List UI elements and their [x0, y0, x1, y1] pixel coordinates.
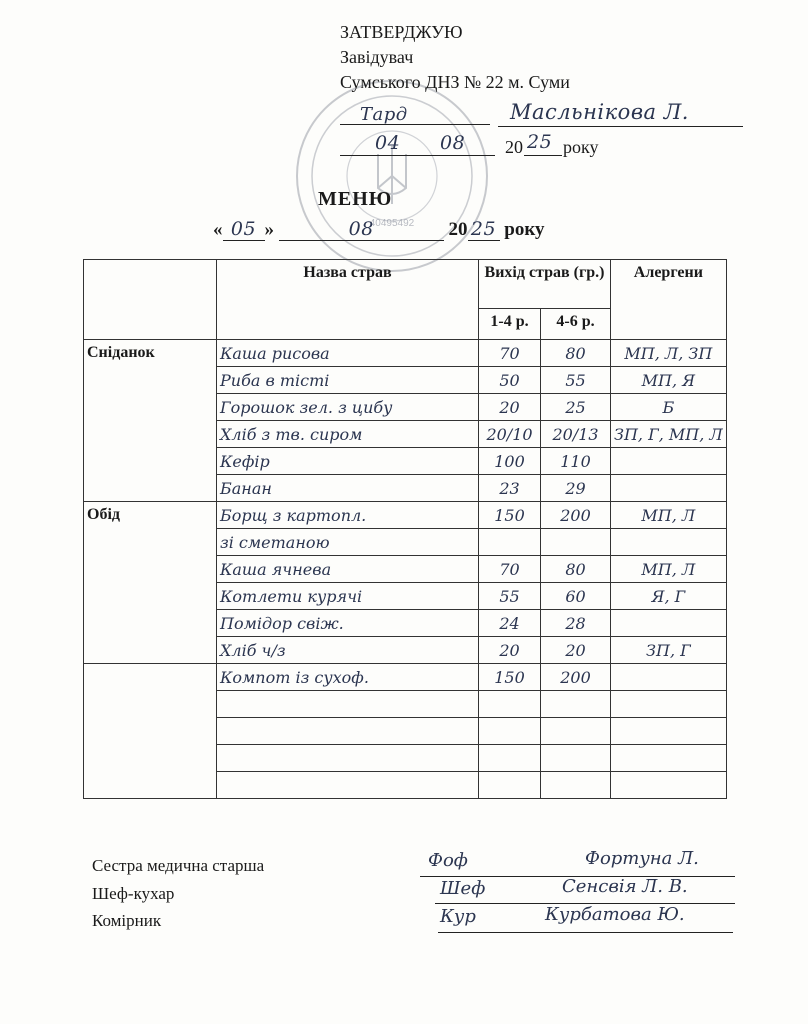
menu-year-prefix: 20	[448, 219, 468, 240]
menu-month: 08	[279, 218, 444, 241]
signature-mark: Кур	[440, 906, 476, 927]
header-age-4-6: 4-6 р.	[541, 309, 611, 340]
menu-date-open: «	[213, 219, 223, 240]
yield-4-6-cell: 200	[541, 664, 611, 691]
dish-cell: Банан	[217, 475, 479, 502]
header-age-1-4: 1-4 р.	[479, 309, 541, 340]
yield-1-4-cell: 20	[479, 394, 541, 421]
approve-heading: ЗАТВЕРДЖУЮ	[340, 22, 463, 42]
meal-name	[84, 664, 217, 799]
yield-4-6-cell	[541, 718, 611, 745]
yield-1-4-cell: 20	[479, 637, 541, 664]
dish-cell: Горошок зел. з цибу	[217, 394, 479, 421]
allergens-cell	[611, 448, 727, 475]
allergens-cell	[611, 718, 727, 745]
yield-4-6-cell: 25	[541, 394, 611, 421]
dish-cell: Кефір	[217, 448, 479, 475]
approve-date-line	[340, 155, 495, 156]
menu-date-close: »	[264, 219, 274, 240]
allergens-cell	[611, 610, 727, 637]
yield-1-4-cell: 20/10	[479, 421, 541, 448]
signature-name: Курбатова Ю.	[545, 904, 685, 925]
yield-4-6-cell: 20	[541, 637, 611, 664]
yield-1-4-cell	[479, 745, 541, 772]
signature-mark: Фоф	[428, 850, 468, 871]
yield-4-6-cell	[541, 745, 611, 772]
yield-4-6-cell	[541, 691, 611, 718]
allergens-cell: ЗП, Г	[611, 637, 727, 664]
yield-1-4-cell: 50	[479, 367, 541, 394]
allergens-cell: МП, Л	[611, 502, 727, 529]
yield-4-6-cell: 29	[541, 475, 611, 502]
yield-1-4-cell: 70	[479, 556, 541, 583]
dish-cell: Борщ з картопл.	[217, 502, 479, 529]
meal-name: Обід	[84, 502, 217, 664]
yield-1-4-cell: 23	[479, 475, 541, 502]
approve-name-line	[498, 126, 743, 127]
yield-4-6-cell: 80	[541, 340, 611, 367]
approve-position: Завідувач	[340, 47, 414, 67]
yield-4-6-cell: 28	[541, 610, 611, 637]
menu-table	[83, 259, 727, 799]
allergens-cell: Я, Г	[611, 583, 727, 610]
menu-date	[213, 218, 545, 241]
dish-cell	[217, 691, 479, 718]
dish-cell	[217, 745, 479, 772]
table-row	[84, 664, 727, 691]
dish-cell	[217, 718, 479, 745]
dish-cell: Хліб ч/з	[217, 637, 479, 664]
approval-block	[340, 20, 570, 95]
approve-year-line	[524, 155, 562, 156]
allergens-cell	[611, 772, 727, 799]
yield-4-6-cell: 55	[541, 367, 611, 394]
dish-cell: Хліб з тв. сиром	[217, 421, 479, 448]
header-dish: Назва страв	[217, 260, 479, 340]
dish-cell: Помідор свіж.	[217, 610, 479, 637]
allergens-cell: ЗП, Г, МП, Л	[611, 421, 727, 448]
approve-month: 08	[440, 132, 466, 154]
approve-signature-name: Масльнікова Л.	[510, 100, 689, 124]
signature-line	[438, 932, 733, 933]
approve-year-prefix: 20	[505, 137, 523, 157]
menu-year: 25	[468, 218, 500, 241]
dish-cell	[217, 772, 479, 799]
menu-day: 05	[223, 218, 265, 241]
allergens-cell	[611, 529, 727, 556]
allergens-cell: МП, Л, ЗП	[611, 340, 727, 367]
allergens-cell	[611, 745, 727, 772]
yield-1-4-cell: 24	[479, 610, 541, 637]
header-yield: Вихід страв (гр.)	[479, 260, 611, 309]
menu-title: МЕНЮ	[318, 188, 393, 210]
yield-4-6-cell	[541, 772, 611, 799]
signature-role: Шеф-кухар	[92, 884, 175, 903]
dish-cell: Риба в тісті	[217, 367, 479, 394]
stamp-code: 40495492	[369, 218, 415, 229]
yield-4-6-cell: 60	[541, 583, 611, 610]
yield-1-4-cell	[479, 718, 541, 745]
approve-year: 25	[527, 131, 553, 153]
allergens-cell	[611, 664, 727, 691]
meal-name: Сніданок	[84, 340, 217, 502]
menu-year-suffix: року	[504, 219, 545, 240]
yield-4-6-cell: 80	[541, 556, 611, 583]
approve-institution: Сумського ДНЗ № 22 м. Суми	[340, 72, 570, 92]
approve-signature-mark: Тард	[360, 104, 408, 125]
signature-role: Сестра медична старша	[92, 856, 265, 875]
allergens-cell: МП, Я	[611, 367, 727, 394]
approve-day: 04	[375, 132, 401, 154]
yield-1-4-cell	[479, 529, 541, 556]
dish-cell: Каша рисова	[217, 340, 479, 367]
allergens-cell	[611, 691, 727, 718]
signature-role: Комірник	[92, 911, 162, 930]
dish-cell: Каша ячнева	[217, 556, 479, 583]
yield-4-6-cell: 200	[541, 502, 611, 529]
allergens-cell: МП, Л	[611, 556, 727, 583]
yield-1-4-cell: 150	[479, 664, 541, 691]
dish-cell: зі сметаною	[217, 529, 479, 556]
yield-1-4-cell	[479, 772, 541, 799]
yield-1-4-cell: 150	[479, 502, 541, 529]
approve-year-suffix: року	[563, 137, 599, 157]
dish-cell: Компот із сухоф.	[217, 664, 479, 691]
table-row	[84, 340, 727, 367]
yield-1-4-cell: 55	[479, 583, 541, 610]
allergens-cell: Б	[611, 394, 727, 421]
table-row	[84, 502, 727, 529]
yield-1-4-cell: 100	[479, 448, 541, 475]
table-header-row	[84, 260, 727, 309]
yield-1-4-cell	[479, 691, 541, 718]
yield-1-4-cell: 70	[479, 340, 541, 367]
yield-4-6-cell: 20/13	[541, 421, 611, 448]
signature-mark: Шеф	[440, 878, 486, 899]
header-allergens: Алергени	[611, 260, 727, 340]
signature-name: Фортуна Л.	[585, 848, 699, 869]
dish-cell: Котлети курячі	[217, 583, 479, 610]
signature-name: Сенсвія Л. В.	[562, 876, 688, 897]
yield-4-6-cell: 110	[541, 448, 611, 475]
allergens-cell	[611, 475, 727, 502]
yield-4-6-cell	[541, 529, 611, 556]
header-empty	[84, 260, 217, 340]
